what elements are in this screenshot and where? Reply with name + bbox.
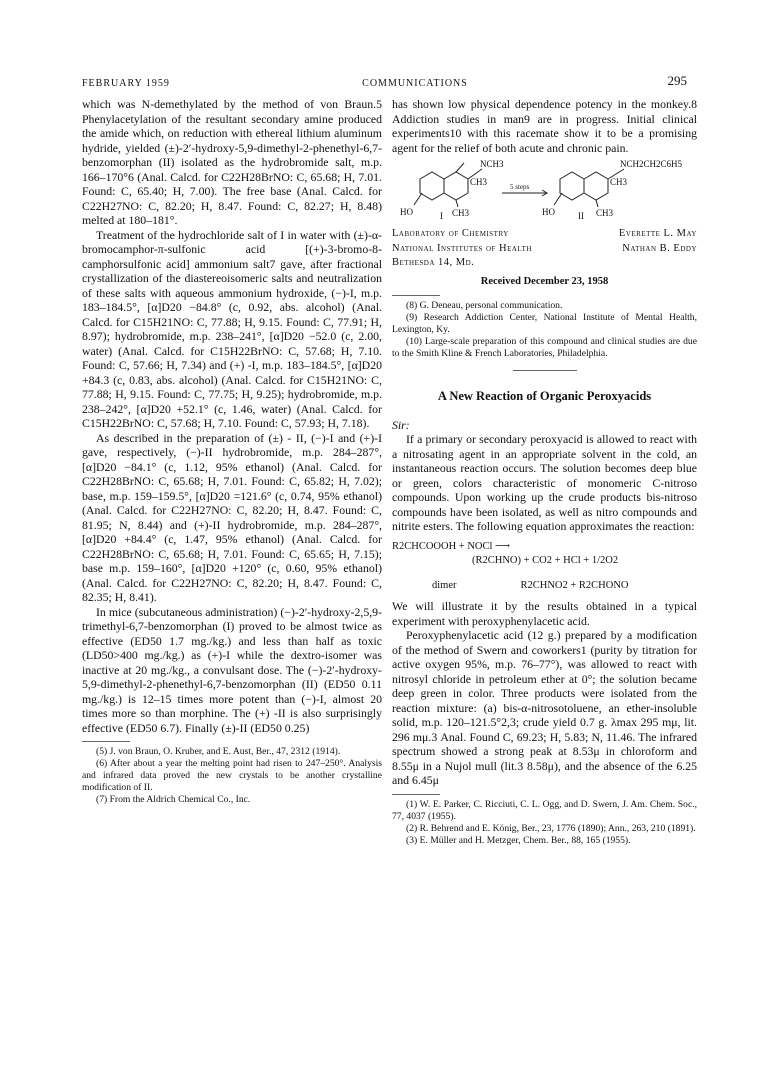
footnote-2: (2) R. Behrend and E. König, Ber., 23, 1776 (1890); Ann., 263, 210 (1891). xyxy=(406,822,696,834)
left-paragraph-3: As described in the preparation of (±) - II, (−)-I and (+)-I gave, respectively, (−)-II hydrobromide, m.p. 284–287°, [α]D20 −84.1° (c, 1.12, 95% ethanol) (Anal. Calcd. for C22H28BrNO: C, 65.68; H, 7.01. Found: C, 65.82; H, 7.02); base, m.p. 159–159.5°, [α]D20 =121.6° (c, 0.74, 95% ethanol) (Anal. Calcd. for C22H27NO: C, 82.20; H, 8.47. Found: C, 81.95; N, 8.44) and (+)-II hydrobromide, m.p. 284–287°, [α]D20 +84.4° (c, 1.47, 95% ethanol) (Anal. Calcd. for C22H28BrNO: C, 65.68; H, 7.01. Found: C, 65.65; H, 7.15); base m.p. 159–160°, [α]D20 +120° (c, 0.60, 95% ethanol) (Anal. Calcd. for C22H27NO: C, 82.20; H, 8.47. Found: C, 82.35; H, 8.41). xyxy=(82,430,382,604)
benzene-ring-ii xyxy=(560,172,584,200)
equation-dimer: dimer xyxy=(432,579,457,591)
left-paragraph-4: In mice (subcutaneous administration) (−)-2′-hydroxy-2,5,9-trimethyl-6,7-benzomorphan (I) proved to be almost twice as effective (ED50 1.7 mg./kg.) and less than half as toxic (LD50>400 mg./kg.) as (+)-I while the dextro-isomer was inactive at 20 mg./kg., a convulsant dose. The (−)-2′-hydroxy-5,9-dimethyl-2-phenethyl-6,7-benzomorphan (II) (ED50 0.11 mg./kg.) is 12–15 times more potent than (−)-I, almost 20 times more so than morphine. The (+) -II is also surprisingly effective (ED50 6.7). Finally (±)-II (ED50 0.25) xyxy=(82,604,382,735)
right-paragraph-4: Peroxyphenylacetic acid (12 g.) prepared by a modification of the method of Swern and coworkers1 (purity by titration for active oxygen 95%, m.p. 76–77°), was allowed to react with nitrosyl chloride in petroleum ether at 0°; the solution became deep green in color. Three products were isolated from the reaction mixture: (a) bis-α-nitrosotoluene, an ether-insoluble solid, m.p. 120–121.5°2,3; crude yield 0.7 g. λmax 295 mμ, lit. 296 mμ.3 Anal. Found C, 69.23; H, 5.83; N, 11.46. The infrared spectrum showed a strong peak at 8.53μ in chloroform and 8.55μ in a Nujol mull (lit.3 8.58μ), and the absence of the 6.25 and 6.45μ xyxy=(392,628,697,787)
received-date: Received December 23, 1958 xyxy=(480,275,609,287)
piperidine-ring-i xyxy=(444,172,468,200)
equation-line-1: R2CHCOOOH + NOCl ⟶ xyxy=(392,540,511,552)
page-number: 295 xyxy=(667,73,687,88)
structure-figure xyxy=(392,157,697,221)
label-ch3-c: CH3 xyxy=(610,177,628,187)
benzomorphan-structures xyxy=(392,157,697,221)
affiliation-institute: National Institutes of Health xyxy=(392,242,532,254)
piperidine-ring-ii xyxy=(584,172,608,200)
affiliation-city: Bethesda 14, Md. xyxy=(392,257,475,268)
label-ch3-a: CH3 xyxy=(470,177,488,187)
reaction-equation xyxy=(392,540,697,594)
left-paragraph-2: Treatment of the hydrochloride salt of I in water with (±)-α-bromocamphor-π-sulfonic acid [(+)-3-bromo-8-camphorsulfonic acid] ammonium salt7 gave, after fractional crystallization of the diastereoisomeric salts and neutralization of these salts with aqueous ammonium hydroxide, (−)-I, m.p. 183–184.5°, [α]D20 −84.8° (c, 0.92, abs. alcohol) (Anal. Calcd. for C15H21NO: C, 77.88; H, 9.15. Found: C, 77.91; H, 8.97); hydrobromide, m.p. 238–241°, [α]D20 −52.0 (c, 2.00, water) (Anal. Calcd. for C15H22BrNO: C, 57.68; H, 7.10. Found: C, 57.66; H, 7.34) and (+) -I, m.p. 183–184.5°, [α]D20 +84.3 (c, 0.83, abs. alcohol) (Anal. Calcd. for C15H21NO: C, 77.88; H, 9.15. Found: C, 77.75; H, 9.25); hydrobromide, m.p. 238–242°, [α]D20 +52.1° (c, 1.46, water) (Anal. Calcd. for C15H22BrNO: C, 57.68; H, 7.10. Found: C, 57.93; H, 7.18). xyxy=(82,227,382,430)
affiliation-lab: Laboratory of Chemistry xyxy=(392,228,509,239)
footnote-9: (9) Research Addiction Center, National Institute of Mental Health, Lexington, Ky. xyxy=(392,312,697,335)
right-paragraph-3: We will illustrate it by the results obtained in a typical experiment with peroxyphenylacetic acid. xyxy=(392,599,697,628)
footnote-6: (6) After about a year the melting point had risen to 247–250°. Analysis and infrared data proved the new crystals to be another crystalline modification of II. xyxy=(82,758,382,793)
article-title: A New Reaction of Organic Peroxyacids xyxy=(437,389,652,403)
equation-line-3: R2CHNO2 + R2CHONO xyxy=(520,579,629,591)
label-ho-a: HO xyxy=(400,207,413,217)
footnote-1: (1) W. E. Parker, C. Ricciuti, C. L. Ogg, and D. Swern, J. Am. Chem. Soc., 77, 4037 (1955). xyxy=(392,798,697,822)
footnote-10: (10) Large-scale preparation of this compound and clinical studies are due to the Smith Kline & French Laboratories, Philadelphia. xyxy=(392,336,697,359)
right-paragraph-1: has shown low physical dependence potency in the monkey.8 Addiction studies in man9 are in progress. Initial clinical experiments10 with this racemate show it to be a promising agent for the relief of both acute and chronic pain. xyxy=(392,97,697,155)
label-ho-b: HO xyxy=(542,207,555,217)
running-section: COMMUNICATIONS xyxy=(362,78,468,89)
footnote-3: (3) E. Müller and H. Metzger, Chem. Ber., 88, 165 (1955). xyxy=(406,834,631,846)
left-paragraph-1: which was N-demethylated by the method of von Braun.5 Phenylacetylation of the resultant secondary amine produced the amide which, on reduction with ethereal lithium aluminum hydride, yielded (±)-2′-hydroxy-5,9-dimethyl-2-phenethyl-6,7-benzomorphan (II) isolated as the hydrobromide salt, m.p. 166–170°6 (Anal. Calcd. for C22H28BrNO: C, 65.68; H, 7.01. Found: C, 65.40; H, 7.00). The free base (Anal. Calcd. for C22H27NO: C, 82.20; H, 8.47. Found: C, 82.27; H, 8.48) melted at 180–181°. xyxy=(82,97,382,227)
label-compound-i: I xyxy=(440,211,443,221)
affiliation-row-1 xyxy=(392,227,697,242)
footnote-divider-right xyxy=(392,295,440,296)
footnote-7: (7) From the Aldrich Chemical Co., Inc. xyxy=(96,794,251,805)
label-5-steps: 5 steps xyxy=(510,183,530,191)
label-nchain: NCH2CH2C6H5 xyxy=(620,159,683,169)
salutation: Sir: xyxy=(392,417,410,432)
footnote-divider-right-2 xyxy=(392,794,440,795)
article-separator xyxy=(513,370,577,371)
footnote-divider xyxy=(82,741,130,742)
right-column xyxy=(392,97,697,847)
right-paragraph-2: If a primary or secondary peroxyacid is allowed to react with a nitrosating agent in an appropriate solvent in the cold, an instantaneous reaction occurs. The solution becomes deep blue or green, colors characteristic of monomeric C-nitroso compounds. Upon working up the crude products bis-nitroso compounds have been isolated, as well as nitro compounds and nitrite esters. The following equation approximates the reaction: xyxy=(392,432,697,533)
label-nch3: NCH3 xyxy=(480,159,504,169)
label-ch3-d: CH3 xyxy=(596,208,614,218)
equation-products xyxy=(392,579,697,594)
label-compound-ii: II xyxy=(578,211,584,221)
footnote-5: (5) J. von Braun, O. Kruber, and E. Aust, Ber., 47, 2312 (1914). xyxy=(96,746,341,757)
footnote-8: (8) G. Deneau, personal communication. xyxy=(406,300,563,311)
benzene-ring-i xyxy=(420,172,444,200)
left-column xyxy=(82,97,382,806)
running-date: FEBRUARY 1959 xyxy=(82,78,170,89)
author-2: Nathan B. Eddy xyxy=(622,242,697,254)
equation-line-2: (R2CHNO) + CO2 + HCl + 1/2O2 xyxy=(472,555,619,566)
author-1: Everette L. May xyxy=(618,228,697,239)
label-ch3-b: CH3 xyxy=(452,208,470,218)
affiliation-row-2 xyxy=(392,242,697,257)
